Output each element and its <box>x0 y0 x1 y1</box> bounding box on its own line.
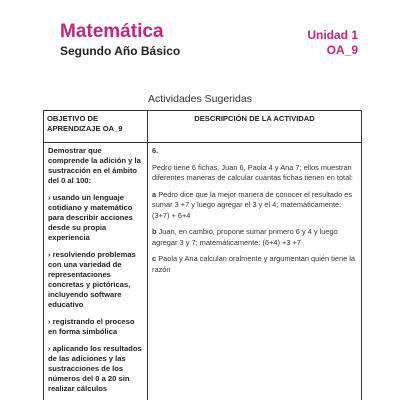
activity-cell <box>148 143 362 400</box>
section-title: Actividades Sugeridas <box>148 93 252 105</box>
objective-cell <box>44 143 148 400</box>
activity-option <box>152 190 355 222</box>
table-row <box>44 143 362 400</box>
unit-label: Unidad 1 <box>307 28 358 42</box>
option-letter: c <box>152 254 157 263</box>
objective-code: OA_9 <box>326 43 358 57</box>
activity-option <box>152 227 355 248</box>
activity-number: 6. <box>152 146 159 155</box>
objective-item: › registrando el proceso en forma simbólica <box>48 317 135 336</box>
activity-statement: Pedro tiene 6 fichas, Juan 6, Paola 4 y Ana 7; ellos muestran diferentes maneras de calcular cuántas fichas tienen en total: <box>152 162 353 182</box>
description-column-header: DESCRIPCIÓN DE LA ACTIVIDAD <box>148 111 362 143</box>
option-text: Pedro dice que la mejor manera de conocer el resultado es sumar 3 +7 y luego agregar el 3 y el 4; matemáticamente: (3+7) + 6+4 <box>152 189 353 220</box>
option-letter: a <box>152 189 157 199</box>
objective-column-header: OBJETIVO DE APRENDIZAJE OA_9 <box>44 111 148 143</box>
option-text: Juan, en cambio, propone sumar primero 6 y 4 y luego agregar 3 y 7; matemáticamente: (6+4) +3 +7 <box>152 227 338 247</box>
option-text: Paola y Ana calculan oralmente y argumentan quién tiene la razón <box>152 254 355 274</box>
activity-option <box>152 254 355 275</box>
objective-item: › resolviendo problemas con una variedad de representaciones concretas y pictóricas, incluyendo software educativo <box>48 250 136 309</box>
table-header-row <box>44 111 362 143</box>
objective-item: › usando un lenguaje cotidiano y matemático para describir acciones desde su propia experiencia <box>48 193 133 242</box>
objective-item: › aplicando los resultados de las adiciones y las sustracciones de los números del 0 a 20 sin realizar cálculos <box>48 344 142 393</box>
activities-table <box>43 110 362 400</box>
grade-subtitle: Segundo Año Básico <box>60 44 181 58</box>
objective-intro: Demostrar que comprende la adición y la sustracción en el ámbito del 0 al 100: <box>48 146 141 185</box>
subject-title: Matemática <box>60 21 164 42</box>
option-letter: b <box>152 227 157 236</box>
